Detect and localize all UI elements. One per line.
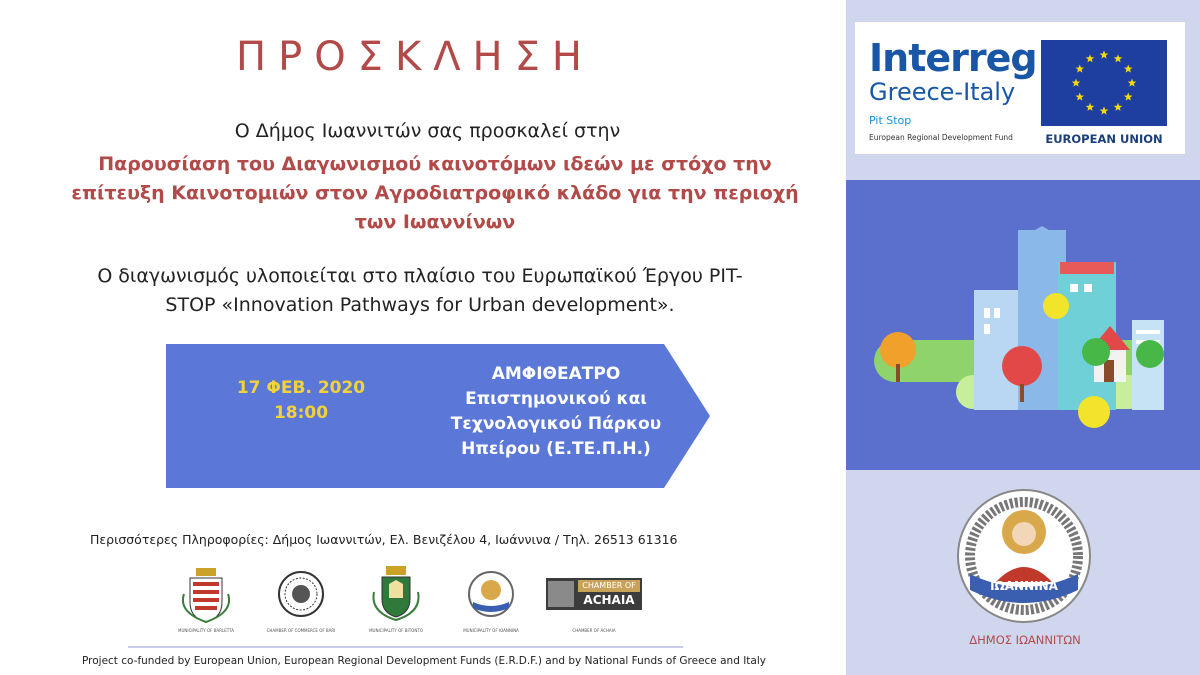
achaia-emblem-icon <box>548 581 574 607</box>
logo-caption: CHAMBER OF COMMERCE OF BARI <box>266 628 336 633</box>
logo-caption: MUNICIPALITY OF BITONTO <box>369 628 423 633</box>
logo-bari <box>261 564 341 638</box>
invitation-intro: Ο Δήμος Ιωαννιτών σας προσκαλεί στην <box>234 120 621 142</box>
logo-caption: MUNICIPALITY OF BARLETTA <box>178 628 234 633</box>
crest-icon <box>166 564 246 626</box>
logo-ioannina <box>451 564 531 638</box>
municipality-label: ΔΗΜΟΣ ΙΩΑΝΝΙΤΩΝ <box>969 633 1081 647</box>
achaia-logo-block <box>546 578 642 610</box>
description-line: STOP «Innovation Pathways for Urban development». <box>165 294 675 316</box>
more-info: Περισσότερες Πληροφορίες: Δήμος Ιωαννιτών, Ελ. Βενιζέλου 4, Ιωάννινα / Τηλ. 26513 61316 <box>90 532 678 547</box>
achaia-logo-text-bottom: ACHAIA <box>583 593 635 607</box>
event-info-box <box>166 344 710 488</box>
logo-caption: CHAMBER OF ACHAIA <box>572 628 616 633</box>
city-illustration-panel <box>846 180 1200 470</box>
event-time: 18:00 <box>273 403 329 423</box>
event-title <box>40 150 830 237</box>
logo-bitonto <box>356 564 436 638</box>
invitation-title: ΠΡΟΣΚΛΗΣΗ <box>236 34 594 80</box>
emblem-text: ΙΩΑΝΝΙΝΑ <box>990 579 1058 593</box>
project-description <box>20 262 820 320</box>
description-line: Ο διαγωνισμός υλοποιείται στο πλαίσιο του Ευρωπαϊκού Έργου PIT- <box>97 265 743 287</box>
municipality-emblem <box>952 486 1096 628</box>
project-name: Pit Stop <box>869 114 912 127</box>
venue-line: Ηπείρου (Ε.ΤΕ.Π.Η.) <box>461 439 651 459</box>
footer-divider <box>128 646 683 648</box>
achaia-logo-text-top: CHAMBER OF <box>578 580 640 592</box>
eu-flag-icon <box>1041 40 1167 126</box>
crest-icon <box>356 564 436 626</box>
fund-name: European Regional Development Fund <box>869 133 1013 142</box>
eu-label: EUROPEAN UNION <box>1045 132 1163 146</box>
logo-barletta <box>166 564 246 638</box>
programme-region: Greece-Italy <box>869 78 1016 106</box>
venue-line: Τεχνολογικού Πάρκου <box>450 414 662 434</box>
event-datetime <box>226 376 376 426</box>
partner-logos <box>166 564 656 638</box>
event-venue <box>436 362 676 462</box>
logo-caption: MUNICIPALITY OF IOANNINA <box>463 628 519 633</box>
event-title-line: επίτευξη Καινοτομιών στον Αγροδιατροφικό κλάδο για την περιοχή <box>71 182 799 204</box>
venue-line: Επιστημονικού και <box>465 389 647 409</box>
event-date: 17 ΦΕΒ. 2020 <box>236 378 366 398</box>
event-title-line: των Ιωαννίνων <box>354 211 516 233</box>
logo-achaia <box>544 564 644 638</box>
event-title-line: Παρουσίαση του Διαγωνισμού καινοτόμων ιδεών με στόχο την <box>98 153 772 175</box>
interreg-logo-box <box>855 22 1185 154</box>
seal-icon <box>261 564 341 626</box>
interreg-brand: Interreg <box>869 36 1037 80</box>
city-illustration <box>846 180 1200 470</box>
seal-icon <box>451 564 531 626</box>
footer-cofunding: Project co-funded by European Union, European Regional Development Funds (E.R.D.F.) and by National Funds of Greece and Italy <box>82 655 766 667</box>
venue-line: ΑΜΦΙΘΕΑΤΡΟ <box>491 364 621 384</box>
